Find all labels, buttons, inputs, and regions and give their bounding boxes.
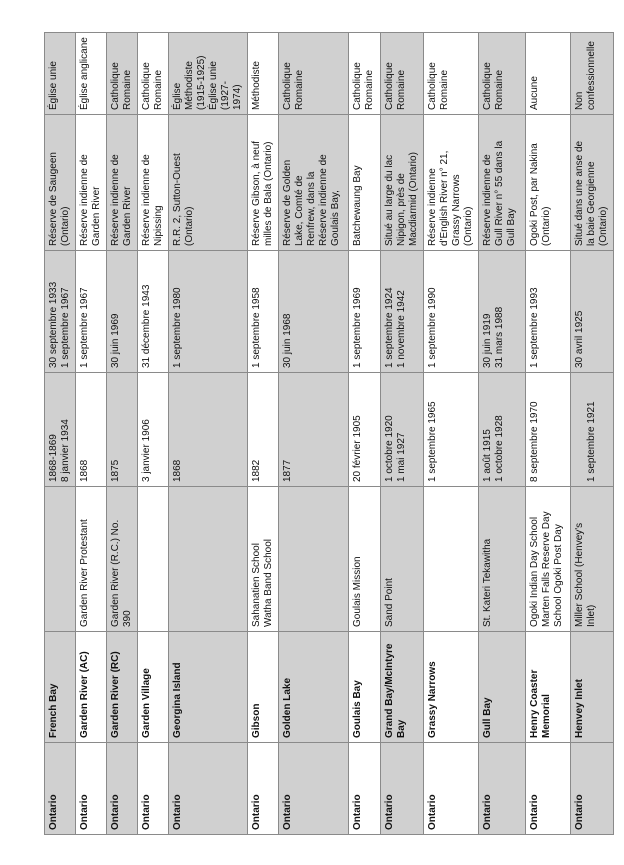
table-row [424,33,479,835]
table-row [169,33,248,835]
opened-cell: 8 septembre 1970 [526,373,571,487]
schools-cell [279,487,349,632]
province-cell: Ontario [424,743,479,835]
opened-cell: 1 octobre 1920 1 mai 1927 [381,373,424,487]
closed-cell: 30 septembre 1933 1 septembre 1967 [45,251,76,373]
province-cell: Ontario [169,743,248,835]
denomination-cell: Aucune [526,33,571,115]
denomination-cell: Catholique Romaine [279,33,349,115]
closed-cell: 30 juin 1969 [107,251,138,373]
table-row [45,33,76,835]
schools-cell [45,487,76,632]
denomination-cell: Église unie [45,33,76,115]
opened-cell: 1868 [169,373,248,487]
location-cell: Réserve indienne de Nipissing [138,115,169,251]
province-cell: Ontario [381,743,424,835]
table-row [526,33,571,835]
name-cell: Henvey Inlet [571,632,614,743]
closed-cell: 1 septembre 1969 [349,251,381,373]
name-cell: Henry Coaster Memorial [526,632,571,743]
province-cell: Ontario [76,743,107,835]
opened-cell: 1868 [76,373,107,487]
province-cell: Ontario [279,743,349,835]
name-cell: French Bay [45,632,76,743]
opened-cell: 20 février 1905 [349,373,381,487]
location-cell: Réserve de Saugeen (Ontario) [45,115,76,251]
opened-cell: 1 septembre 1965 [424,373,479,487]
location-cell: Réserve indienne de Gull River n° 55 dans la Gull Bay [479,115,526,251]
denomination-cell: Catholique Romaine [138,33,169,115]
schools-cell: Garden River (R.C.) No. 390 [107,487,138,632]
schools-cell [138,487,169,632]
name-cell: Georgina Island [169,632,248,743]
opened-cell: 1875 [107,373,138,487]
location-cell: Ogoki Post, par Nakina (Ontario) [526,115,571,251]
opened-cell: 1 août 1915 1 octobre 1928 [479,373,526,487]
name-cell: Garden Village [138,632,169,743]
table-row [248,33,279,835]
location-cell: Réserve indienne de Garden River [107,115,138,251]
closed-cell: 30 juin 1968 [279,251,349,373]
name-cell: Grassy Narrows [424,632,479,743]
denomination-cell: Méthodiste [248,33,279,115]
name-cell: Gibson [248,632,279,743]
location-cell: Réserve Gibson, à neuf milles de Bala (Ontario) [248,115,279,251]
location-cell: Situé au large du lac Nipigon, près de Macdiarmid (Ontario) [381,115,424,251]
denomination-cell: Église Méthodiste (1915-1925) Église unie (1927- 1974) [169,33,248,115]
name-cell: Garden River (RC) [107,632,138,743]
province-cell: Ontario [138,743,169,835]
schools-cell: Garden River Protestant [76,487,107,632]
name-cell: Gull Bay [479,632,526,743]
schools-cell: Goulais Mission [349,487,381,632]
name-cell: Grand Bay/McIntyre Bay [381,632,424,743]
location-cell: Réserve indienne d'English River n° 21, Grassy Narrows (Ontario) [424,115,479,251]
schools-cell: Sand Point [381,487,424,632]
schools-cell: Ogoki Indian Day School Marten Falls Reserve Day School Ogoki Post Day [526,487,571,632]
name-cell: Golden Lake [279,632,349,743]
table-row [107,33,138,835]
location-cell: Réserve indienne de Garden River [76,115,107,251]
closed-cell: 1 septembre 1958 [248,251,279,373]
name-cell: Garden River (AC) [76,632,107,743]
denomination-cell: Catholique Romaine [381,33,424,115]
schools-cell [424,487,479,632]
province-cell: Ontario [526,743,571,835]
closed-cell: 1 septembre 1990 [424,251,479,373]
opened-cell: 1877 [279,373,349,487]
table-row [76,33,107,835]
opened-cell: 1882 [248,373,279,487]
closed-cell: 31 décembre 1943 [138,251,169,373]
schools-cell: Miller School (Henvey's Inlet) [571,487,614,632]
table-row [479,33,526,835]
schools-cell: Sahanatien School Watha Band School [248,487,279,632]
table-row [279,33,349,835]
province-cell: Ontario [45,743,76,835]
closed-cell: 30 juin 1919 31 mars 1988 [479,251,526,373]
denomination-cell: Non confessionnelle [571,33,614,115]
location-cell: Batchewaung Bay [349,115,381,251]
denomination-cell: Catholique Romaine [424,33,479,115]
residential-schools-table [44,32,614,835]
denomination-cell: Église anglicane [76,33,107,115]
denomination-cell: Catholique Romaine [349,33,381,115]
closed-cell: 1 septembre 1924 1 novembre 1942 [381,251,424,373]
location-cell: R.R. 2, Sutton-Ouest (Ontario) [169,115,248,251]
table-row [349,33,381,835]
closed-cell: 1 septembre 1993 [526,251,571,373]
closed-cell: 1 septembre 1980 [169,251,248,373]
denomination-cell: Catholique Romaine [479,33,526,115]
table-row [138,33,169,835]
closed-cell: 30 avril 1925 [571,251,614,373]
location-cell: Réserve de Golden Lake, Comté de Renfrew, dans la Réserve indienne de Goulais Bay, [279,115,349,251]
opened-cell: 1 septembre 1921 [571,373,614,487]
table-row [381,33,424,835]
closed-cell: 1 septembre 1967 [76,251,107,373]
province-cell: Ontario [349,743,381,835]
opened-cell: 1868-1869 8 janvier 1934 [45,373,76,487]
province-cell: Ontario [571,743,614,835]
schools-cell [169,487,248,632]
denomination-cell: Catholique Romaine [107,33,138,115]
opened-cell: 3 janvier 1906 [138,373,169,487]
province-cell: Ontario [107,743,138,835]
province-cell: Ontario [248,743,279,835]
location-cell: Situé dans une anse de la baie Georgienne (Ontario) [571,115,614,251]
table-row [571,33,614,835]
province-cell: Ontario [479,743,526,835]
name-cell: Goulais Bay [349,632,381,743]
schools-cell: St. Kateri Tekawitha [479,487,526,632]
